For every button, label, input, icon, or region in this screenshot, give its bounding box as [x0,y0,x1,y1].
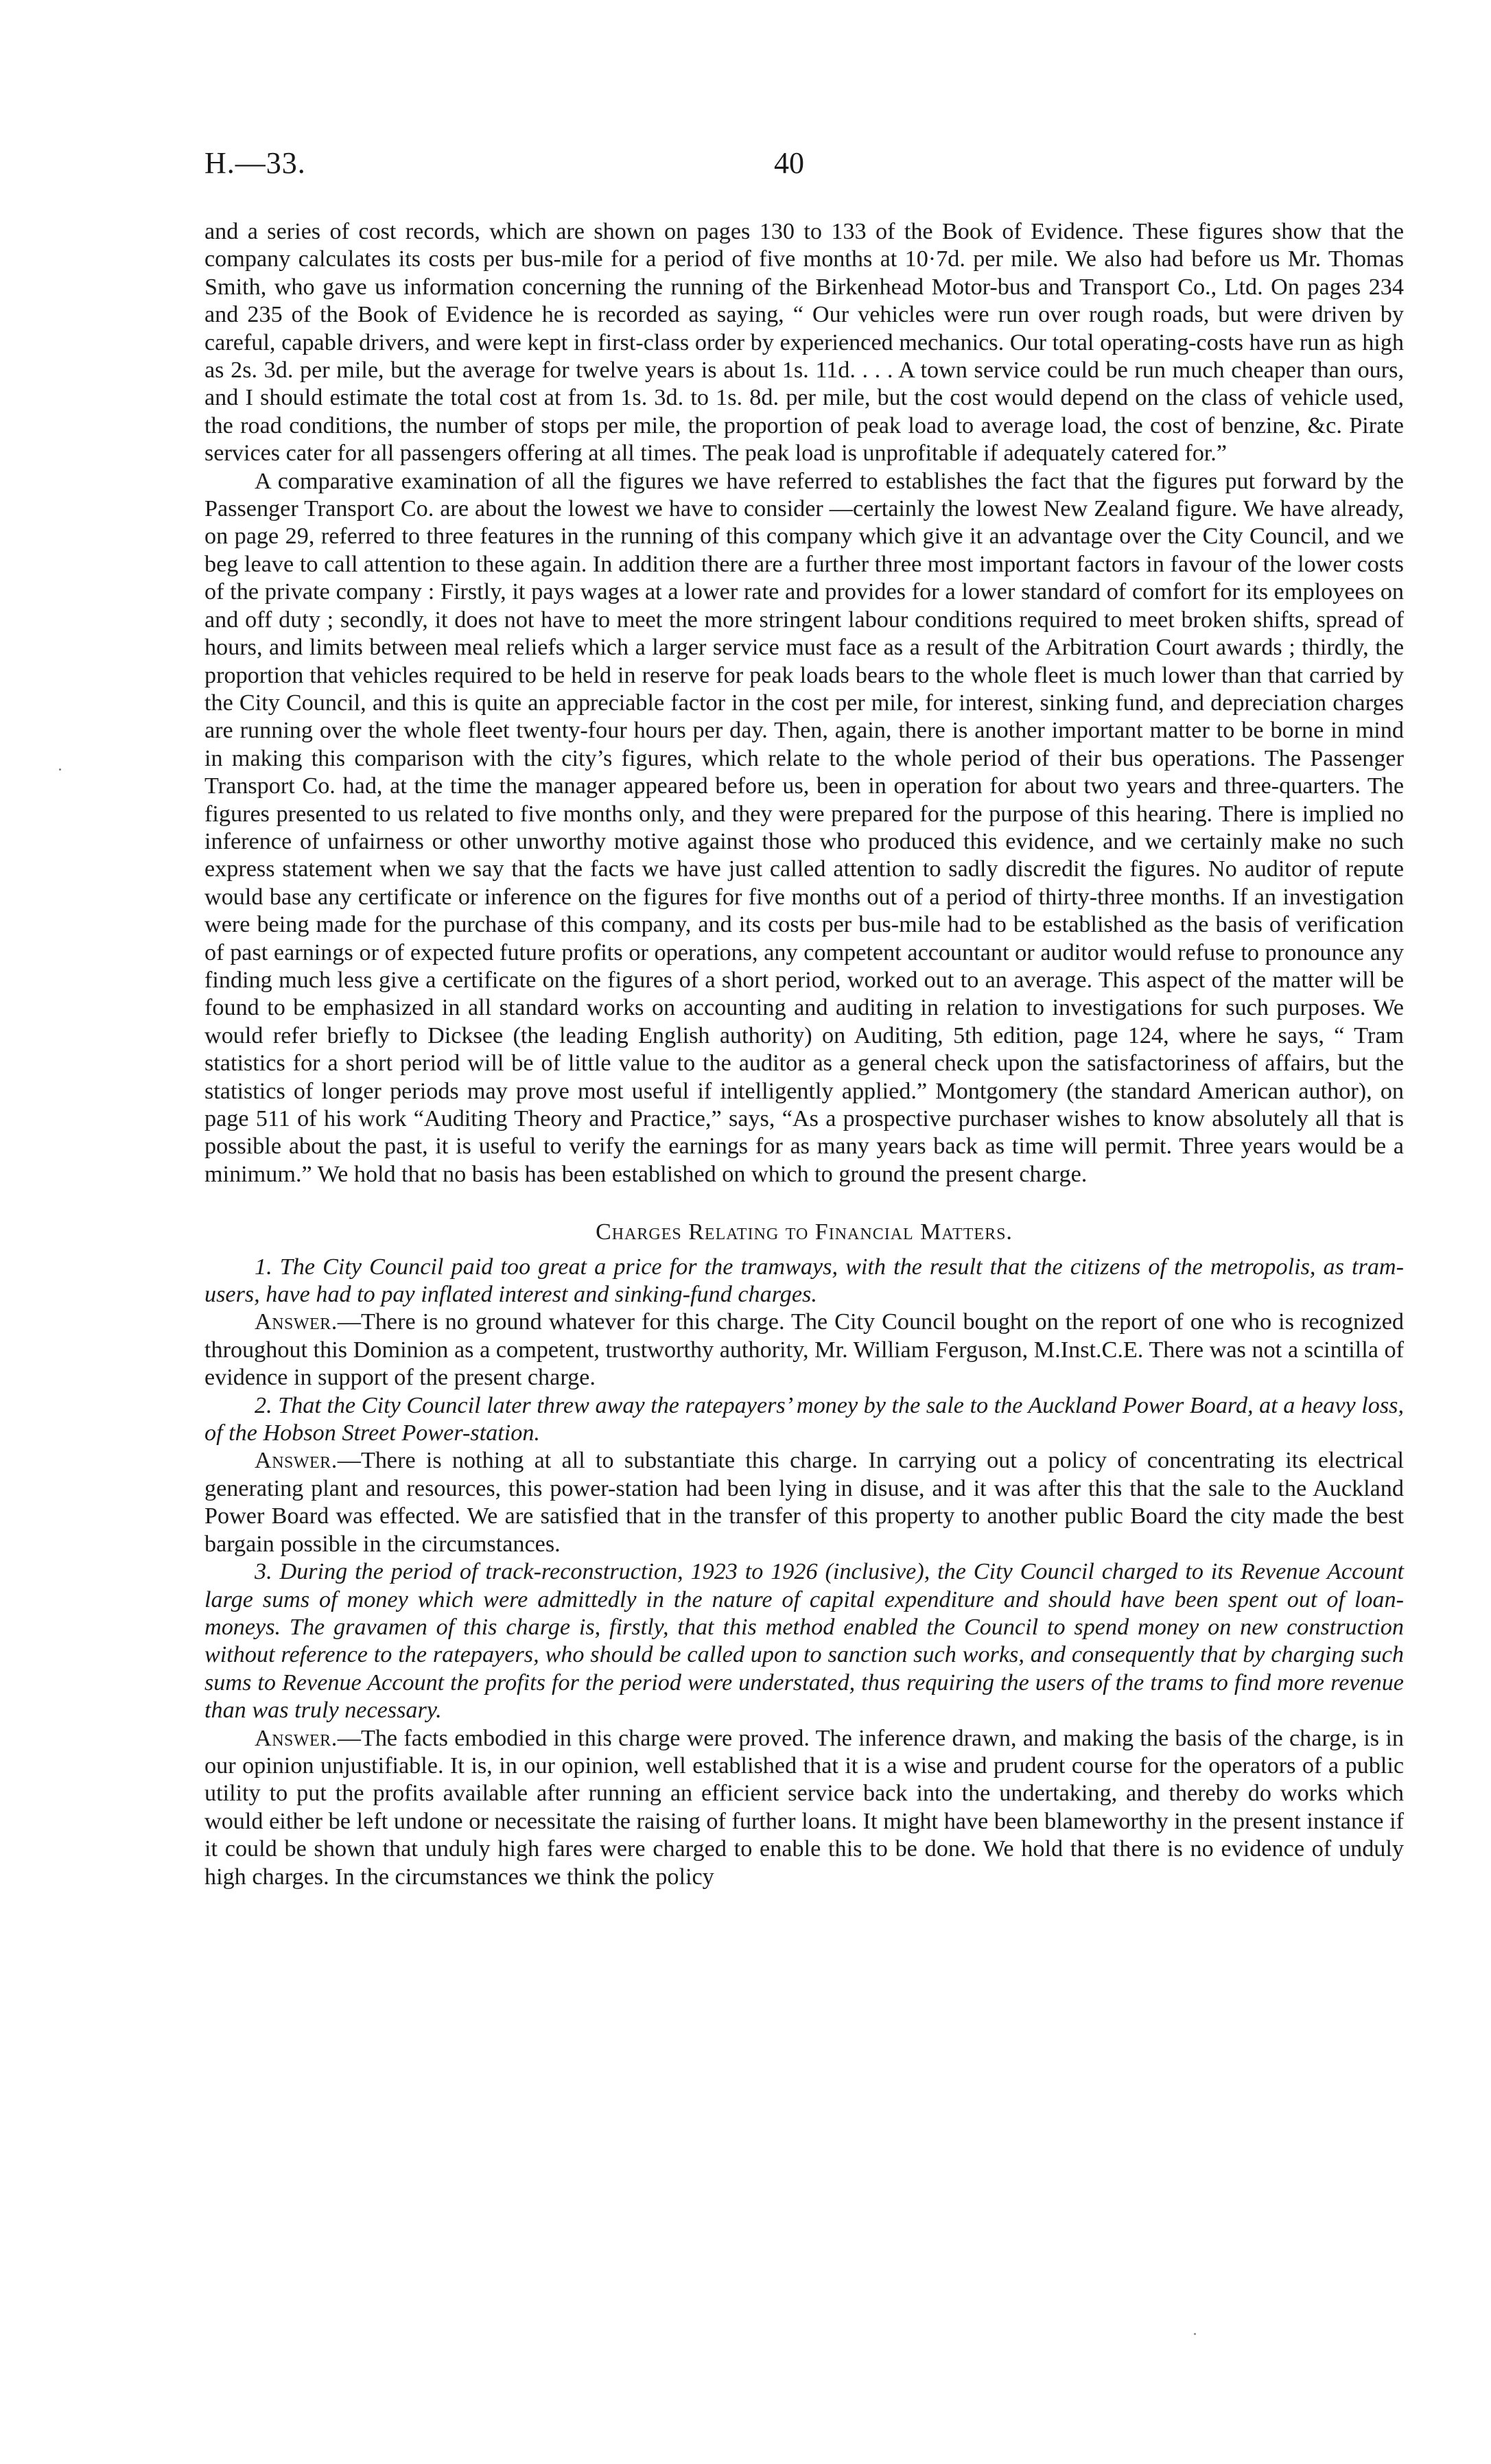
margin-speck [59,768,61,771]
charge-1: 1. The City Council paid too great a price for the tramways, with the result that the citizens of the metropolis, as tram-users, have had to pay inflated interest and sinking-fund charges. [204,1254,1404,1308]
answer-1 [204,1309,1404,1392]
page-number: 40 [774,146,804,180]
section-heading: Charges Relating to Financial Matters. [596,1219,1013,1245]
answer-label: Answer. [255,1448,338,1474]
paragraph-comparative-examination: A comparative examination of all the figures we have referred to establishes the fact that the figures put forward by the Passenger Transport Co. are about the lowest we have to consider —certainly the lowest New Zealand figure. We have already, on page 29, referred to three features in the running of this company which give it an advantage over the City Council, and we beg leave to call attention to these again. In addition there are a further three most important factors in favour of the lower costs of the private company : Firstly, it pays wages at a lower rate and provides for a lower standard of comfort for its employees on and off duty ; secondly, it does not have to meet the more stringent labour conditions required to meet broken shifts, spread of hours, and limits between meal reliefs which a larger service must face as a result of the Arbitration Court awards ; thirdly, the proportion that vehicles required to be held in reserve for peak loads bears to the whole fleet is much lower than that carried by the City Council, and this is quite an appreciable factor in the cost per mile, for interest, sinking fund, and depreciation charges are running over the whole fleet twenty-four hours per day. Then, again, there is another important matter to be borne in mind in making this comparison with the city’s figures, which relate to the whole period of their bus operations. The Passenger Transport Co. had, at the time the manager appeared before us, been in operation for about two years and three-quarters. The figures presented to us related to five months only, and they were prepared for the purpose of this hearing. There is implied no inference of unfairness or other unworthy motive against those who produced this evidence, and we certainly make no such express statement when we say that the facts we have just called attention to sadly discredit the figures. No auditor of repute would base any certificate or inference on the figures for five months out of a period of thirty-three months. If an investigation were being made for the purchase of this company, and its costs per bus-mile had to be established as the basis of verification of past earnings or of expected future profits or operations, any competent accountant or auditor would refuse to pronounce any finding much less give a certificate on the figures of a short period, worked out to an average. This aspect of the matter will be found to be emphasized in all standard works on accounting and auditing in relation to investigations for such purposes. We would refer briefly to Dicksee (the leading English authority) on Auditing, 5th edition, page 124, where he says, “ Tram statistics for a short period will be of little value to the auditor as a general check upon the satisfactoriness of affairs, but the statistics of longer periods may prove most useful if intelligently applied.” Montgomery (the standard American author), on page 511 of his work “Auditing Theory and Practice,” says, “As a prospective purchaser wishes to know absolutely all that is possible about the past, it is useful to verify the earnings for as many years back as time will permit. Three years would be a minimum.” We hold that no basis has been established on which to ground the present charge. [204,468,1404,1187]
answer-2-text: —There is nothing at all to substantiate this charge. In carrying out a policy of concentrating its electrical generating plant and resources, this power-station had been lying in disuse, and it was after this that the sale to the Auckland Power Board was effected. We are satisfied that in the transfer of this property to another public Board the city made the best bargain possible in the circumstances. [204,1448,1404,1557]
page-header [204,145,1404,187]
answer-3-text: —The facts embodied in this charge were proved. The inference drawn, and making the basis of the charge, is in our opinion unjustifiable. It is, in our opinion, well established that it is a wise and prudent course for the operators of a public utility to put the profits available after running an efficient service back into the undertaking, and thereby do works which would either be left undone or necessitate the raising of further loans. It might have been blameworthy in the present instance if it could be shown that unduly high fares were charged to enable this to be done. We hold that there is no evidence of unduly high charges. In the circumstances we think the policy [204,1725,1404,1890]
document-reference: H.—33. [204,146,306,180]
margin-speck [1194,2333,1196,2335]
answer-label: Answer. [255,1725,338,1751]
answer-2 [204,1447,1404,1558]
answer-1-text: —There is no ground whatever for this charge. The City Council bought on the report of one who is recognized throughout this Dominion as a competent, trustworthy authority, Mr. William Ferguson, M.Inst.C.E. There was not a scintilla of evidence in support of the present charge. [204,1309,1404,1391]
answer-3 [204,1725,1404,1891]
answer-label: Answer. [255,1309,338,1335]
charge-3: 3. During the period of track-reconstruction, 1923 to 1926 (inclusive), the City Council charged to its Revenue Account large sums of money which were admittedly in the nature of capital expenditure and should have been spent out of loan-moneys. The gravamen of this charge is, firstly, that this method enabled the Council to spend money on new construction without reference to the ratepayers, who should be called upon to sanction such works, and consequently that by charging such sums to Revenue Account the profits for the period were understated, thus requiring the users of the trams to find more revenue than was truly necessary. [204,1559,1404,1724]
body-text [204,218,1404,1891]
charge-2: 2. That the City Council later threw away the ratepayers’ money by the sale to the Auckland Power Board, at a heavy loss, of the Hobson Street Power-station. [204,1392,1404,1446]
paragraph-cost-records: and a series of cost records, which are shown on pages 130 to 133 of the Book of Evidence. These figures show that the company calculates its costs per bus-mile for a period of five months at 10·7d. per mile. We also had before us Mr. Thomas Smith, who gave us information concerning the running of the Birkenhead Motor-bus and Transport Co., Ltd. On pages 234 and 235 of the Book of Evidence he is recorded as saying, “ Our vehicles were run over rough roads, but were driven by careful, capable drivers, and were kept in first-class order by experienced mechanics. Our total operating-costs have run as high as 2s. 3d. per mile, but the average for twelve years is about 1s. 11d. . . . A town service could be run much cheaper than ours, and I should estimate the total cost at from 1s. 3d. to 1s. 8d. per mile, but the cost would depend on the class of vehicle used, the road conditions, the number of stops per mile, the proportion of peak load to average load, the cost of benzine, &c. Pirate services cater for all passengers offering at all times. The peak load is unprofitable if adequately catered for.” [204,219,1404,467]
